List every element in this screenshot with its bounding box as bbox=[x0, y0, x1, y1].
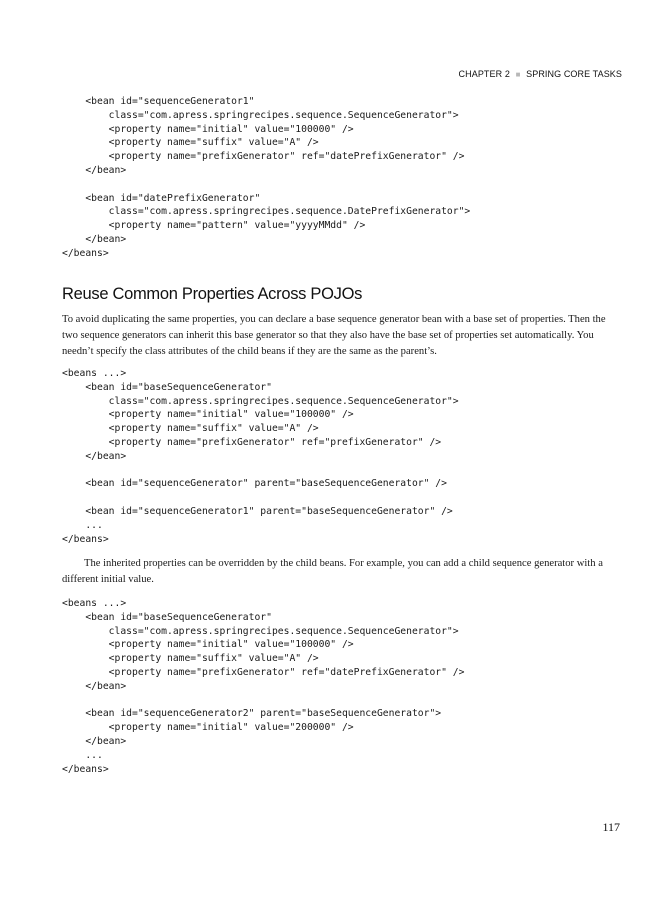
header-separator-icon: ■ bbox=[515, 70, 521, 79]
paragraph-2: The inherited properties can be overridden by the child beans. For example, you can add a child sequence generator with a different initial value. bbox=[62, 558, 603, 585]
code-line bbox=[62, 694, 464, 708]
code-line: <property name="suffix" value="A" /> bbox=[62, 137, 319, 149]
code-line: class="com.apress.springrecipes.sequence.DatePrefixGenerator"> bbox=[62, 206, 471, 218]
code-line: <property name="initial" value="100000" /> bbox=[62, 409, 354, 421]
code-line: <bean id="sequenceGenerator1" bbox=[62, 96, 255, 107]
page-number: 117 bbox=[602, 820, 620, 834]
code-line: <property name="initial" value="200000" /> bbox=[62, 722, 354, 734]
code-line: <bean id="baseSequenceGenerator" bbox=[62, 381, 272, 393]
code-line: ... bbox=[62, 749, 103, 761]
code-line: </bean> bbox=[62, 735, 127, 747]
code-line bbox=[62, 178, 470, 192]
code-line: </beans> bbox=[62, 247, 109, 259]
code-line: </bean> bbox=[62, 164, 127, 176]
code-line: <bean id="baseSequenceGenerator" bbox=[62, 611, 272, 623]
code-line: class="com.apress.springrecipes.sequence.SequenceGenerator"> bbox=[62, 395, 459, 407]
code-line: </bean> bbox=[62, 680, 127, 692]
code-line: <property name="initial" value="100000" /> bbox=[62, 123, 354, 135]
code-line: <property name="pattern" value="yyyyMMdd" /> bbox=[62, 220, 366, 232]
code-line: ... bbox=[62, 519, 103, 531]
code-line: <bean id="sequenceGenerator2" parent="baseSequenceGenerator"> bbox=[62, 708, 442, 720]
running-header bbox=[459, 69, 622, 79]
code-line: <bean id="datePrefixGenerator" bbox=[62, 192, 261, 204]
code-line: </bean> bbox=[62, 450, 127, 462]
section-heading: Reuse Common Properties Across POJOs bbox=[62, 285, 363, 303]
code-line: class="com.apress.springrecipes.sequence.SequenceGenerator"> bbox=[62, 625, 459, 637]
code-line: <bean id="sequenceGenerator1" parent="baseSequenceGenerator" /> bbox=[62, 505, 453, 517]
code-line: </beans> bbox=[62, 763, 109, 775]
code-line: <property name="prefixGenerator" ref="datePrefixGenerator" /> bbox=[62, 151, 465, 163]
code-line: <property name="prefixGenerator" ref="prefixGenerator" /> bbox=[62, 436, 442, 448]
code-line bbox=[62, 464, 459, 478]
code-line: <property name="suffix" value="A" /> bbox=[62, 423, 319, 435]
code-line: <bean id="sequenceGenerator" parent="baseSequenceGenerator" /> bbox=[62, 478, 447, 490]
code-block-3 bbox=[62, 597, 464, 776]
code-line: <property name="suffix" value="A" /> bbox=[62, 653, 319, 665]
code-line: class="com.apress.springrecipes.sequence.SequenceGenerator"> bbox=[62, 109, 459, 121]
chapter-label: CHAPTER 2 bbox=[458, 69, 510, 79]
code-block-2 bbox=[62, 367, 459, 546]
code-line: <beans ...> bbox=[62, 368, 127, 379]
code-line: </bean> bbox=[62, 233, 127, 245]
code-line: <property name="prefixGenerator" ref="datePrefixGenerator" /> bbox=[62, 666, 465, 678]
code-line: <beans ...> bbox=[62, 598, 127, 609]
code-line bbox=[62, 491, 459, 505]
code-block-1 bbox=[62, 95, 470, 261]
code-line: </beans> bbox=[62, 533, 109, 545]
code-line: <property name="initial" value="100000" /> bbox=[62, 639, 354, 651]
paragraph-1: To avoid duplicating the same properties, you can declare a base sequence generator bean with a base set of properties. Then the two sequence generators can inherit this base generator so that they also have the base set of properties set automatically. You needn’t specify the class attributes of the child beans if they are the same as the parent’s. bbox=[62, 314, 606, 357]
chapter-title: SPRING CORE TASKS bbox=[526, 69, 622, 79]
